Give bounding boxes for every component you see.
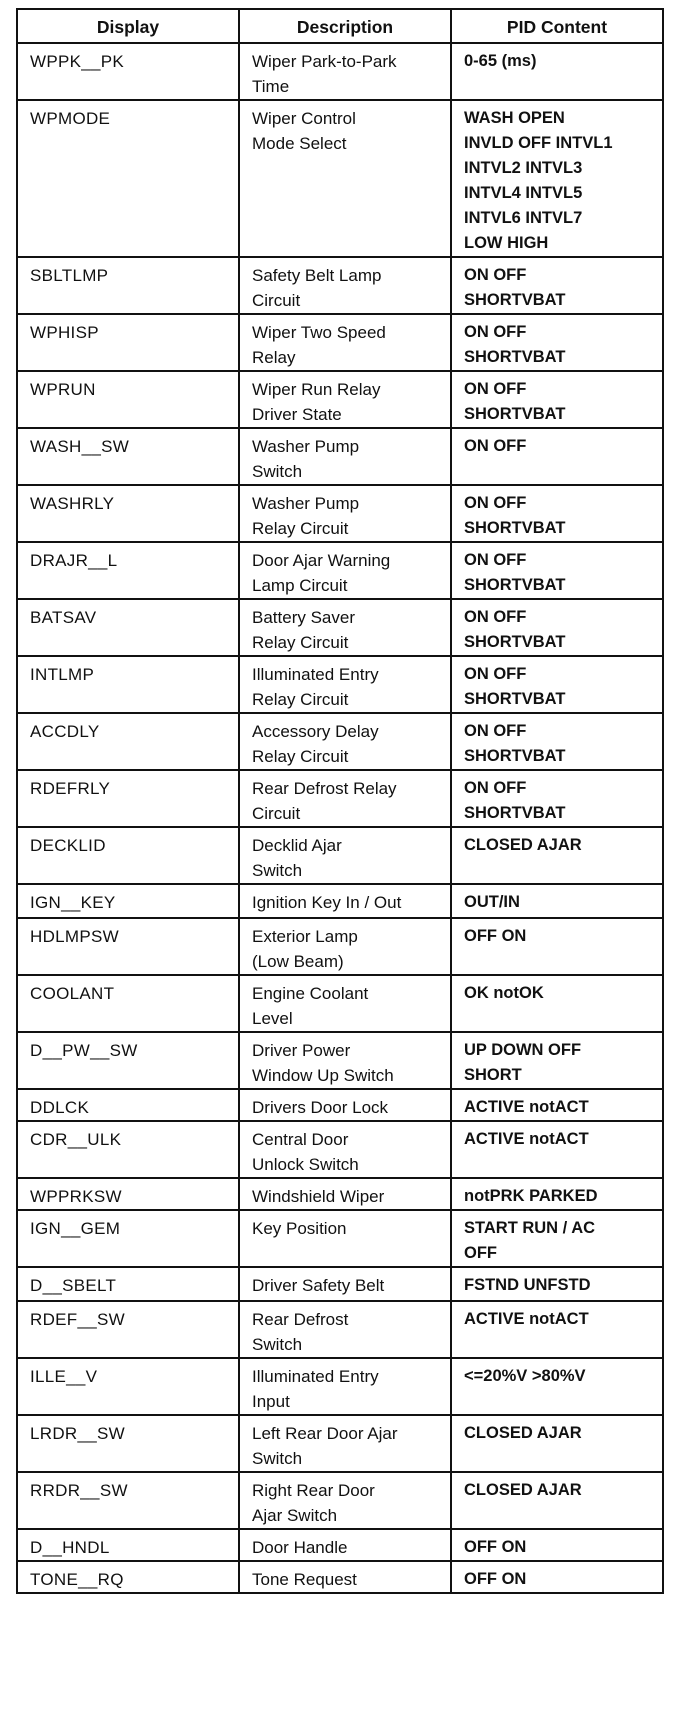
- display-cell: WPMODE: [17, 100, 239, 257]
- table-row: [17, 1415, 663, 1472]
- description-cell: Left Rear Door Ajar Switch: [239, 1415, 451, 1472]
- description-cell: Washer Pump Switch: [239, 428, 451, 485]
- table-row: [17, 1210, 663, 1267]
- pid-content-cell: UP DOWN OFF SHORT: [451, 1032, 663, 1089]
- display-cell: RDEFRLY: [17, 770, 239, 827]
- display-cell: ILLE__V: [17, 1358, 239, 1415]
- header-row: [17, 9, 663, 43]
- pid-content-cell: ON OFF SHORTVBAT: [451, 485, 663, 542]
- pid-table: [16, 8, 664, 1594]
- display-cell: RDEF__SW: [17, 1301, 239, 1358]
- display-cell: RRDR__SW: [17, 1472, 239, 1529]
- description-cell: Washer Pump Relay Circuit: [239, 485, 451, 542]
- header-pid-content: PID Content: [451, 9, 663, 43]
- pid-content-cell: OFF ON: [451, 1561, 663, 1593]
- pid-content-cell: ON OFF SHORTVBAT: [451, 371, 663, 428]
- display-cell: INTLMP: [17, 656, 239, 713]
- description-cell: Wiper Two Speed Relay: [239, 314, 451, 371]
- description-cell: Rear Defrost Switch: [239, 1301, 451, 1358]
- display-cell: CDR__ULK: [17, 1121, 239, 1178]
- pid-content-cell: FSTND UNFSTD: [451, 1267, 663, 1301]
- table-row: [17, 1032, 663, 1089]
- pid-content-cell: ACTIVE notACT: [451, 1301, 663, 1358]
- table-row: [17, 599, 663, 656]
- description-cell: Illuminated Entry Relay Circuit: [239, 656, 451, 713]
- pid-content-cell: ON OFF SHORTVBAT: [451, 713, 663, 770]
- display-cell: HDLMPSW: [17, 918, 239, 975]
- pid-content-cell: OUT/IN: [451, 884, 663, 918]
- display-cell: SBLTLMP: [17, 257, 239, 314]
- pid-content-cell: ACTIVE notACT: [451, 1089, 663, 1121]
- header-display: Display: [17, 9, 239, 43]
- table-row: [17, 314, 663, 371]
- pid-content-cell: notPRK PARKED: [451, 1178, 663, 1210]
- table-row: [17, 975, 663, 1032]
- display-cell: BATSAV: [17, 599, 239, 656]
- description-cell: Rear Defrost Relay Circuit: [239, 770, 451, 827]
- description-cell: Tone Request: [239, 1561, 451, 1593]
- pid-content-cell: CLOSED AJAR: [451, 1472, 663, 1529]
- display-cell: IGN__GEM: [17, 1210, 239, 1267]
- pid-content-cell: ON OFF: [451, 428, 663, 485]
- pid-table-sheet: [16, 8, 662, 1594]
- table-row: [17, 1529, 663, 1561]
- description-cell: Central Door Unlock Switch: [239, 1121, 451, 1178]
- table-row: [17, 43, 663, 100]
- table-row: [17, 656, 663, 713]
- display-cell: WPPK__PK: [17, 43, 239, 100]
- description-cell: Ignition Key In / Out: [239, 884, 451, 918]
- pid-content-cell: OFF ON: [451, 918, 663, 975]
- table-row: [17, 1178, 663, 1210]
- pid-content-cell: ON OFF SHORTVBAT: [451, 542, 663, 599]
- description-cell: Exterior Lamp (Low Beam): [239, 918, 451, 975]
- pid-content-cell: 0-65 (ms): [451, 43, 663, 100]
- display-cell: WASH__SW: [17, 428, 239, 485]
- table-row: [17, 884, 663, 918]
- table-row: [17, 1561, 663, 1593]
- display-cell: LRDR__SW: [17, 1415, 239, 1472]
- table-row: [17, 1472, 663, 1529]
- description-cell: Windshield Wiper: [239, 1178, 451, 1210]
- table-row: [17, 1267, 663, 1301]
- description-cell: Wiper Run Relay Driver State: [239, 371, 451, 428]
- pid-content-cell: ON OFF SHORTVBAT: [451, 599, 663, 656]
- table-row: [17, 1358, 663, 1415]
- table-row: [17, 485, 663, 542]
- display-cell: WPRUN: [17, 371, 239, 428]
- description-cell: Safety Belt Lamp Circuit: [239, 257, 451, 314]
- display-cell: TONE__RQ: [17, 1561, 239, 1593]
- table-row: [17, 713, 663, 770]
- display-cell: D__PW__SW: [17, 1032, 239, 1089]
- description-cell: Battery Saver Relay Circuit: [239, 599, 451, 656]
- display-cell: DRAJR__L: [17, 542, 239, 599]
- pid-content-cell: <=20%V >80%V: [451, 1358, 663, 1415]
- table-row: [17, 827, 663, 884]
- table-row: [17, 542, 663, 599]
- table-row: [17, 1301, 663, 1358]
- display-cell: WPPRKSW: [17, 1178, 239, 1210]
- pid-content-cell: START RUN / AC OFF: [451, 1210, 663, 1267]
- pid-content-cell: CLOSED AJAR: [451, 827, 663, 884]
- display-cell: D__SBELT: [17, 1267, 239, 1301]
- table-row: [17, 371, 663, 428]
- description-cell: Illuminated Entry Input: [239, 1358, 451, 1415]
- description-cell: Wiper Park-to-Park Time: [239, 43, 451, 100]
- table-row: [17, 428, 663, 485]
- description-cell: Driver Safety Belt: [239, 1267, 451, 1301]
- description-cell: Decklid Ajar Switch: [239, 827, 451, 884]
- description-cell: Drivers Door Lock: [239, 1089, 451, 1121]
- description-cell: Door Handle: [239, 1529, 451, 1561]
- description-cell: Driver Power Window Up Switch: [239, 1032, 451, 1089]
- pid-content-cell: CLOSED AJAR: [451, 1415, 663, 1472]
- description-cell: Engine Coolant Level: [239, 975, 451, 1032]
- pid-content-cell: OFF ON: [451, 1529, 663, 1561]
- description-cell: Right Rear Door Ajar Switch: [239, 1472, 451, 1529]
- display-cell: DECKLID: [17, 827, 239, 884]
- table-row: [17, 1089, 663, 1121]
- description-cell: Key Position: [239, 1210, 451, 1267]
- display-cell: WASHRLY: [17, 485, 239, 542]
- table-row: [17, 100, 663, 257]
- pid-content-cell: ON OFF SHORTVBAT: [451, 257, 663, 314]
- display-cell: COOLANT: [17, 975, 239, 1032]
- display-cell: ACCDLY: [17, 713, 239, 770]
- table-row: [17, 257, 663, 314]
- pid-content-cell: ON OFF SHORTVBAT: [451, 770, 663, 827]
- description-cell: Wiper Control Mode Select: [239, 100, 451, 257]
- table-row: [17, 770, 663, 827]
- pid-content-cell: ON OFF SHORTVBAT: [451, 656, 663, 713]
- description-cell: Accessory Delay Relay Circuit: [239, 713, 451, 770]
- display-cell: IGN__KEY: [17, 884, 239, 918]
- description-cell: Door Ajar Warning Lamp Circuit: [239, 542, 451, 599]
- display-cell: DDLCK: [17, 1089, 239, 1121]
- pid-content-cell: ACTIVE notACT: [451, 1121, 663, 1178]
- display-cell: WPHISP: [17, 314, 239, 371]
- pid-content-cell: ON OFF SHORTVBAT: [451, 314, 663, 371]
- table-row: [17, 1121, 663, 1178]
- display-cell: D__HNDL: [17, 1529, 239, 1561]
- header-description: Description: [239, 9, 451, 43]
- table-row: [17, 918, 663, 975]
- pid-content-cell: OK notOK: [451, 975, 663, 1032]
- pid-content-cell: WASH OPEN INVLD OFF INTVL1 INTVL2 INTVL3 INTVL4 INTVL5 INTVL6 INTVL7 LOW HIGH: [451, 100, 663, 257]
